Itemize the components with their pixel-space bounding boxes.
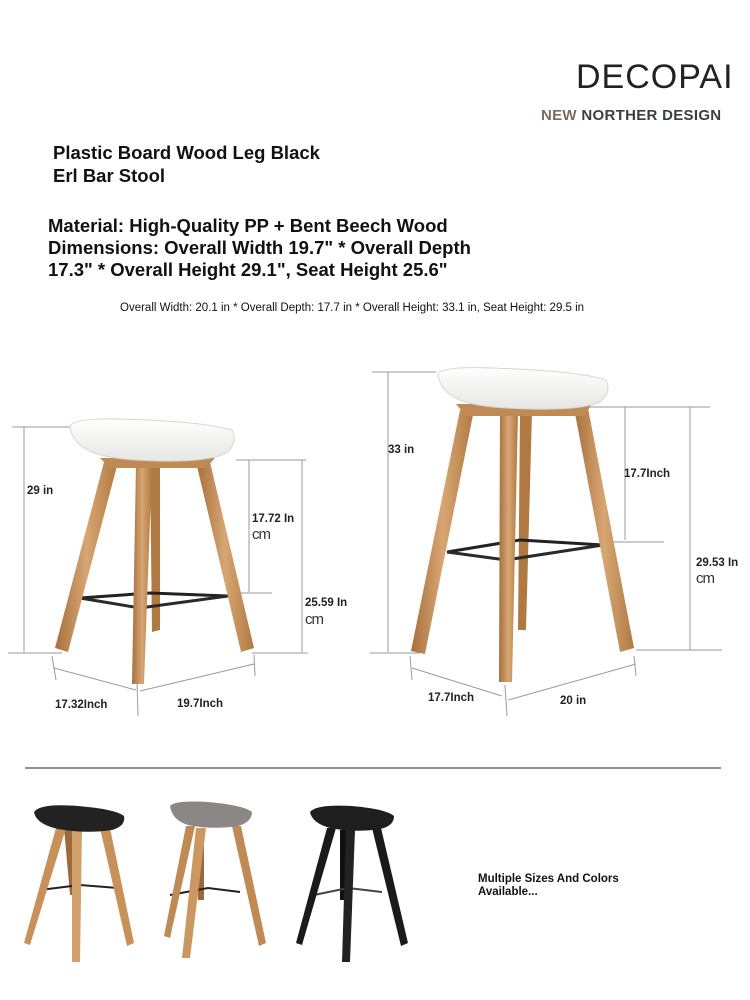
large-seat-height-unit: cm — [696, 570, 714, 587]
brand-name-part2: PAI — [678, 58, 734, 96]
small-seat-height-label: 25.59 In — [305, 597, 348, 609]
stool-small-drawing — [8, 419, 308, 716]
title-line2: Erl Bar Stool — [53, 165, 166, 186]
small-height-label: 29 in — [27, 485, 54, 497]
variant-stool-grey-wood — [164, 802, 266, 959]
spec-dimensions-line1: Dimensions: Overall Width 19.7" * Overall Depth — [48, 237, 471, 258]
large-leg-span-label: 17.7Inch — [624, 468, 671, 480]
small-width-label: 19.7Inch — [177, 698, 224, 710]
stool-large-seat — [438, 368, 608, 410]
small-depth-label: 17.32Inch — [55, 699, 108, 711]
large-seat-height-label: 29.53 In — [696, 557, 739, 569]
brand-name-part1: DECO — [576, 58, 679, 96]
stool-large-left-leg — [411, 410, 474, 654]
large-height-label: 33 in — [388, 444, 415, 456]
large-depth-label: 17.7Inch — [428, 692, 475, 704]
stool-small-left-leg — [55, 462, 118, 652]
tagline-part1: NEW — [541, 107, 577, 124]
small-seat-height-unit: cm — [305, 611, 323, 628]
stool-small-front-leg — [132, 465, 152, 684]
spec-dimensions-line2: 17.3" * Overall Height 29.1", Seat Height 25.6" — [48, 259, 448, 280]
variants-note — [478, 873, 619, 899]
small-leg-span-label: 17.72 In — [252, 513, 295, 525]
stool-large-dimension-lines — [370, 372, 722, 716]
stool-large-back-leg — [518, 412, 532, 630]
variant-stool-black-wood — [24, 805, 134, 962]
stool-small-seat — [70, 419, 234, 461]
stool-large-front-leg — [499, 412, 518, 682]
variants-note-line1: Multiple Sizes And Colors — [478, 873, 619, 885]
small-leg-span-unit: cm — [252, 526, 270, 543]
large-width-label: 20 in — [560, 695, 587, 707]
stool-large-drawing — [370, 368, 722, 716]
tagline-part2: NORTHER DESIGN — [581, 107, 722, 124]
variants-note-line2: Available... — [478, 886, 538, 898]
spec-material: Material: High-Quality PP + Bent Beech Wood — [48, 215, 448, 236]
stool-small-right-leg — [196, 462, 254, 652]
variant-stool-black-black — [296, 806, 408, 962]
overall-dimensions-note: Overall Width: 20.1 in * Overall Depth: 17.7 in * Overall Height: 33.1 in, Seat Height: 29.5 in — [120, 302, 585, 314]
title-line1: Plastic Board Wood Leg Black — [53, 142, 320, 163]
